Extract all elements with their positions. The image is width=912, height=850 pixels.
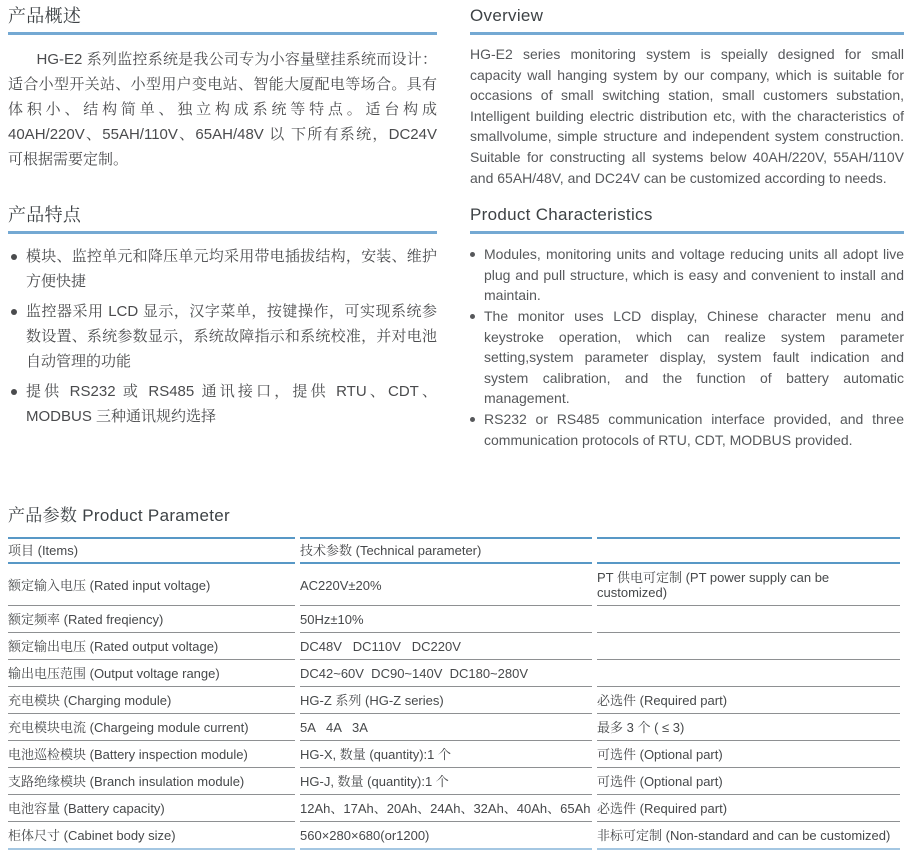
table-cell: HG-J, 数量 (quantity):1 个: [300, 768, 592, 795]
features-cn-list: [8, 244, 437, 429]
overview-cn-section: [8, 3, 437, 188]
header-items: 项目 (Items): [8, 537, 295, 564]
header-technical-parameter: 技术参数 (Technical parameter): [300, 537, 592, 564]
table-cell: 非标可定制 (Non-standard and can be customized): [597, 822, 900, 850]
features-en-section: [470, 202, 904, 450]
overview-cn-body: HG-E2 系列监控系统是我公司专为小容量壁挂系统而设计：适合小型开关站、小型用户变电站、智能大厦配电等场合。具有体积小、结构简单、独立构成系统等特点。适台构成 40AH/220V、55AH/110V、65AH/48V 以 下所有系统，DC24V 可根据需要定制。: [8, 51, 437, 168]
table-cell: 12Ah、17Ah、20Ah、24Ah、32Ah、40Ah、65Ah: [300, 795, 592, 822]
features-cn-title: 产品特点: [8, 205, 82, 226]
table-cell: [597, 660, 900, 687]
table-cell: [597, 606, 900, 633]
table-cell: 电池容量 (Battery capacity): [8, 795, 295, 822]
table-cell: 必选件 (Required part): [597, 687, 900, 714]
feature-item: RS232 or RS485 communication interface provided, and three communication protocols of RTU, CDT, MODBUS provided.: [470, 409, 904, 450]
table-row: [8, 768, 900, 795]
table-row: [8, 606, 900, 633]
table-cell: 560×280×680(or1200): [300, 822, 592, 850]
feature-item: Modules, monitoring units and voltage reducing units all adopt live plug and pull structure, which is easy and convenient to install and maintain.: [470, 244, 904, 306]
overview-en-body: HG-E2 series monitoring system is speially designed for small capacity wall hanging system by our company, which is suitable for occasions of small switching station, small customers substation, Intelligent building electric distribution etc, with the characteristics of smallvolume, simple structure and independent system construction. Suitable for constructing all systems below 40AH/220V, 55AH/110V and 65AH/48V, and DC24V can be customized according to needs.: [470, 46, 904, 186]
table-cell: PT 供电可定制 (PT power supply can be customized): [597, 564, 900, 606]
section-divider: [8, 32, 437, 35]
table-cell: 50Hz±10%: [300, 606, 592, 633]
table-cell: AC220V±20%: [300, 564, 592, 606]
table-row: [8, 564, 900, 606]
features-en-title: Product Characteristics: [470, 205, 653, 225]
features-en-list: [470, 244, 904, 450]
table-cell: 额定输出电压 (Rated output voltage): [8, 633, 295, 660]
table-cell: 充电模块电流 (Chargeing module current): [8, 714, 295, 741]
feature-item: The monitor uses LCD display, Chinese character menu and keystroke operation, which can realize system parameter setting,system parameter display, system fault indication and system calibration, and the function of battery automatic management.: [470, 306, 904, 409]
table-cell: DC48V DC110V DC220V: [300, 633, 592, 660]
parameters-title: 产品参数 Product Parameter: [8, 506, 230, 526]
overview-en-section: [470, 3, 904, 188]
table-row: [8, 633, 900, 660]
parameters-table: [3, 537, 905, 850]
section-divider: [470, 231, 904, 234]
table-cell: [597, 633, 900, 660]
table-cell: 可选件 (Optional part): [597, 741, 900, 768]
table-cell: 充电模块 (Charging module): [8, 687, 295, 714]
parameters-section: [0, 504, 912, 850]
overview-en-title: Overview: [470, 6, 544, 25]
header-remark: [597, 537, 900, 564]
table-row: [8, 687, 900, 714]
table-cell: 必选件 (Required part): [597, 795, 900, 822]
table-row: [8, 822, 900, 850]
table-cell: HG-Z 系列 (HG-Z series): [300, 687, 592, 714]
table-row: [8, 741, 900, 768]
table-cell: 可选件 (Optional part): [597, 768, 900, 795]
table-header-row: [8, 537, 900, 564]
section-divider: [470, 32, 904, 35]
feature-item: 监控器采用 LCD 显示，汉字菜单，按键操作，可实现系统参数设置、系统参数显示，系统故障指示和系统校准，并对电池自动管理的功能: [8, 299, 437, 374]
table-row: [8, 714, 900, 741]
table-cell: 柜体尺寸 (Cabinet body size): [8, 822, 295, 850]
table-cell: 支路绝缘模块 (Branch insulation module): [8, 768, 295, 795]
table-cell: 电池巡检模块 (Battery inspection module): [8, 741, 295, 768]
overview-cn-title: 产品概述: [8, 6, 82, 26]
table-cell: DC42~60V DC90~140V DC180~280V: [300, 660, 592, 687]
table-cell: 最多 3 个 ( ≤ 3): [597, 714, 900, 741]
table-cell: 额定频率 (Rated freqiency): [8, 606, 295, 633]
table-cell: 输出电压范围 (Output voltage range): [8, 660, 295, 687]
table-cell: 额定输入电压 (Rated input voltage): [8, 564, 295, 606]
features-cn-section: [8, 202, 437, 450]
table-cell: HG-X, 数量 (quantity):1 个: [300, 741, 592, 768]
feature-item: 模块、监控单元和降压单元均采用带电插拔结构，安装、维护方便快捷: [8, 244, 437, 294]
table-row: [8, 795, 900, 822]
table-cell: 5A 4A 3A: [300, 714, 592, 741]
feature-item: 提供 RS232 或 RS485 通讯接口，提供 RTU、CDT、MODBUS 三种通讯规约选择: [8, 379, 437, 429]
table-row: [8, 660, 900, 687]
section-divider: [8, 231, 437, 234]
